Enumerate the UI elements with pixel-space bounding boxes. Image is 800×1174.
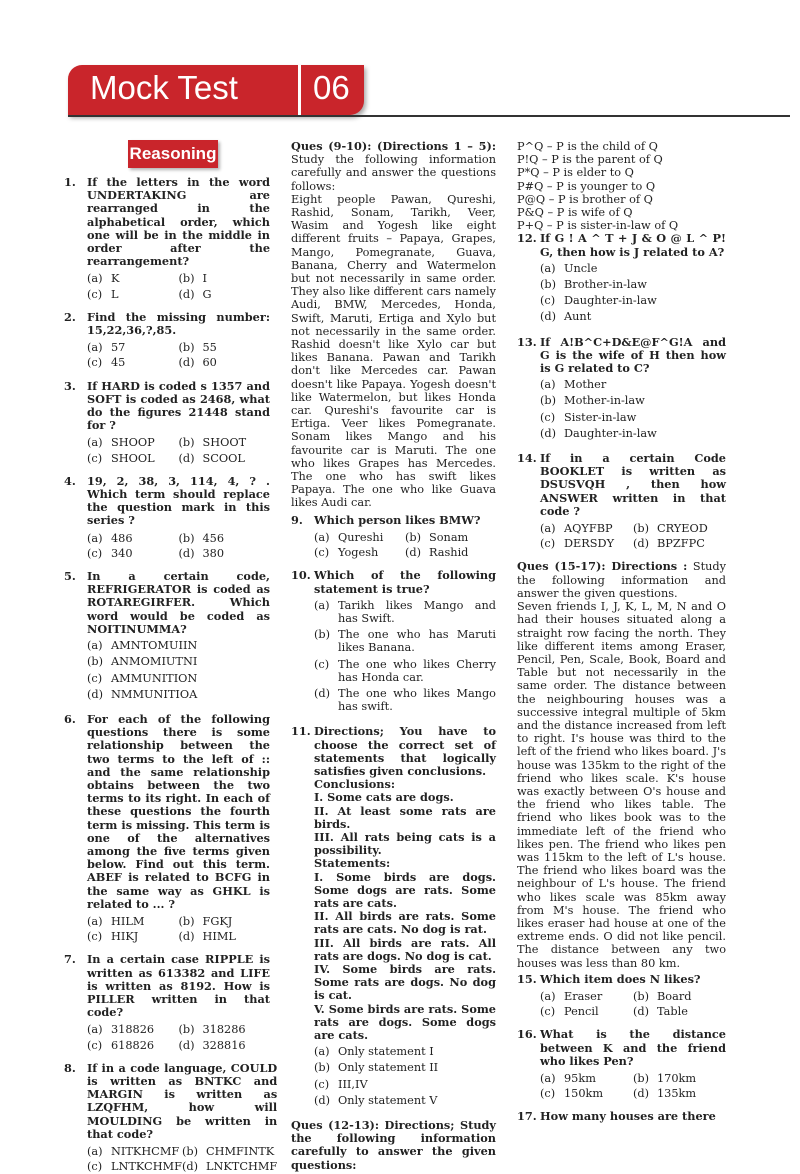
option: (c) 150km bbox=[540, 1087, 604, 1101]
question-12: 12. If G ! A ^ T + J & O @ L ^ P! G, then how is J related to A? (a) Uncle (b) Brother-in-law (c) Daughter-in-law (d) Aunt bbox=[517, 231, 726, 324]
option: (b) 55 bbox=[178, 341, 217, 355]
option: (d) SCOOL bbox=[178, 451, 245, 465]
option: (c) AMMUNITION bbox=[87, 671, 198, 685]
option: (c) 340 bbox=[87, 546, 133, 560]
option: (c) Pencil bbox=[540, 1005, 599, 1019]
question-6: 6. For each of the following questions there is some relationship between the two terms to the left of :: and the same relationship obtains between the two terms to its right. In each of these questions the fourth term is missing. This term is one of the alternatives among the five terms given below. Find out this term. ABEF is related to BCFG in the same way as GHKL is related to ... ? (a) HILM (b) FGKJ (c) HIKJ (d) HIML bbox=[64, 711, 270, 944]
options bbox=[540, 521, 726, 551]
option: (a) AQYFBP bbox=[540, 522, 613, 536]
question-17: 17. How many houses are there bbox=[517, 1109, 716, 1124]
question-9: 9. Which person likes BMW? (a) Qureshi (b) Sonam (c) Yogesh (d) Rashid bbox=[291, 514, 496, 561]
option: (a) Qureshi bbox=[314, 530, 384, 544]
option: (b) The one who has Maruti likes Banana. bbox=[314, 628, 496, 655]
options bbox=[87, 435, 270, 465]
option: (d) LNKTCHMF bbox=[181, 1160, 278, 1174]
question-15: 15. Which item does N likes? (a) Eraser (b) Board (c) Pencil (d) Table bbox=[517, 973, 726, 1020]
passage-text: Eight people Pawan, Qureshi, Rashid, Sonam, Tarikh, Veer, Wasim and Yogesh like eight different fruits – Papaya, Grapes, Mango, Pomegranate, Guava, Banana, Cherry and Watermelon but not necessarily in same order. They also like different cars namely Audi, BMW, Mercedes, Honda, Swift, Maruti, Ertiga and Xylo but not necessarily in the same order. Rashid doesn't like Xylo car but likes Banana. Pawan and Tarikh don't like Mercedes car. Pawan doesn't like Papaya. Yogesh doesn't like Watermelon, but likes Honda car. Qureshi's favourite car is Ertiga. Veer likes Pomegranate. Sonam likes Mango and his favourite car is Maruti. The one who likes Grapes has Mercedes. The one who has swift likes Papaya. The one who like Guava likes Audi car. bbox=[291, 192, 496, 510]
option: (b) Brother-in-law bbox=[540, 278, 647, 292]
options bbox=[87, 1022, 270, 1052]
options bbox=[87, 340, 270, 370]
option: (c) 618826 bbox=[87, 1038, 155, 1052]
option: (b) Sonam bbox=[405, 530, 469, 544]
option: (d) Daughter-in-law bbox=[540, 426, 657, 440]
question-13: 13. If A!B^C+D&E@F^G!A and G is the wife of H then how is G related to C? (a) Mother (b) Mother-in-law (c) Sister-in-law (d) Daughter-in-law bbox=[517, 334, 726, 440]
option: (d) Aunt bbox=[540, 310, 592, 324]
question-3: 3. If HARD is coded s 1357 and SOFT is coded as 2468, what do the figures 21448 stand for ? (a) SHOOP (b) SHOOT (c) SHOOL (d) SCOOL bbox=[64, 378, 270, 465]
question-1: 1. If the letters in the word UNDERTAKING are rearranged in the alphabetical order, which one will be in the middle in order after the rearrangement? (a) K (b) I (c) L (d) G bbox=[64, 175, 270, 301]
question-7: 7. In a certain case RIPPLE is written as 613382 and LIFE is written as 8192. How is PILLER written in that code? (a) 318826 (b) 318286 (c) 618826 (d) 328816 bbox=[64, 952, 270, 1052]
option: (c) Yogesh bbox=[314, 546, 379, 560]
option: (c) Sister-in-law bbox=[540, 410, 637, 424]
header-divider bbox=[298, 65, 301, 115]
option: (b) CRYEOD bbox=[633, 522, 708, 536]
options bbox=[87, 531, 270, 561]
options bbox=[314, 599, 496, 714]
option: (a) SHOOP bbox=[87, 436, 155, 450]
options bbox=[87, 914, 270, 944]
column-2 bbox=[291, 140, 496, 1172]
question-16: 16. What is the distance between K and the friend who likes Pen? (a) 95km (b) 170km (c) 150km (d) 135km bbox=[517, 1027, 726, 1101]
question-2: 2. Find the missing number: 15,22,36,?,85. (a) 57 (b) 55 (c) 45 (d) 60 bbox=[64, 309, 270, 370]
option: (c) 45 bbox=[87, 356, 126, 370]
option: (b) Mother-in-law bbox=[540, 394, 645, 408]
options bbox=[314, 1045, 496, 1107]
passage-text: Seven friends I, J, K, L, M, N and O had their houses situated along a straight row facing the north. They like different items among Eraser, Pencil, Pen, Scale, Book, Board and Table but not necessarily in the same order. The distance between the neighbouring houses was a successive integral multiple of 5km and the distance increased from left to right. I's house was third to the left of the friend who likes board. J's house was 135km to the right of the friend who likes scale. K's house was exactly between O's house and the friend who likes table. The friend who likes book was to the immediate left of the friend who likes pen. The friend who likes pen was 115km to the left of L's house. The friend who likes board was the neighbour of L's house. The friend who likes scale was 85km away from M's house. The friend who likes eraser had house at one of the extreme ends. O did not like pencil. The distance between any two houses was less than 80 km. bbox=[517, 600, 726, 970]
question-4: 4. 19, 2, 38, 3, 114, 4, ? . Which term should replace the question mark in this series ? (a) 486 (b) 456 (c) 340 (d) 380 bbox=[64, 473, 270, 560]
question-10: 10. Which of the following statement is true? (a) Tarikh likes Mango and has Swift. (b) The one who has Maruti likes Banana. (c) The one who likes Cherry has Honda car. (d) The one who likes Mango has swift. bbox=[291, 568, 496, 714]
column-3 bbox=[517, 140, 726, 1124]
option: (d) BPZFPC bbox=[633, 537, 705, 551]
option: (b) 318286 bbox=[178, 1023, 246, 1037]
option: (a) K bbox=[87, 272, 120, 286]
option: (a) Eraser bbox=[540, 989, 603, 1003]
option: (d) 380 bbox=[178, 546, 225, 560]
header-rule bbox=[68, 115, 790, 117]
column-1 bbox=[64, 175, 278, 1174]
option: (b) CHMFINTK bbox=[181, 1145, 275, 1158]
option: (d) Table bbox=[633, 1005, 688, 1019]
option: (c) LNTKCHMF bbox=[87, 1160, 182, 1174]
header-title: Mock Test bbox=[90, 69, 238, 106]
option: (c) SHOOL bbox=[87, 451, 155, 465]
option: (b) 456 bbox=[178, 531, 225, 545]
option: (d) Only statement V bbox=[314, 1093, 438, 1107]
option: (a) HILM bbox=[87, 914, 145, 928]
option: (a) Mother bbox=[540, 378, 607, 392]
header-banner bbox=[68, 65, 364, 115]
option: (d) NMMUNITIOA bbox=[87, 687, 198, 701]
option: (c) HIKJ bbox=[87, 930, 139, 944]
options bbox=[87, 639, 270, 701]
option: (d) Rashid bbox=[405, 546, 469, 560]
option: (d) 328816 bbox=[178, 1038, 246, 1052]
question-5: 5. In a certain code, REFRIGERATOR is coded as ROTAREGIRFER. Which word would be coded as NOITINUMMA? (a) AMNTOMUIIN (b) ANMOMIUTNI (c) AMMUNITION (d) NMMUNITIOA bbox=[64, 569, 270, 701]
option: (a) 318826 bbox=[87, 1023, 155, 1037]
options bbox=[540, 262, 726, 324]
option: (a) Only statement I bbox=[314, 1045, 434, 1059]
header-number: 06 bbox=[313, 69, 350, 106]
option: (c) III,IV bbox=[314, 1077, 368, 1091]
option: (b) Only statement II bbox=[314, 1061, 439, 1075]
passage-12-13: Ques (12-13): Directions; Study the following information carefully to answer the given questions: bbox=[291, 1118, 496, 1172]
option: (a) Uncle bbox=[540, 261, 598, 275]
option: (b) 170km bbox=[633, 1072, 697, 1085]
option: (c) DERSDY bbox=[540, 537, 615, 551]
option: (d) The one who likes Mango has swift. bbox=[314, 686, 496, 714]
options bbox=[87, 1144, 277, 1174]
option: (c) L bbox=[87, 287, 119, 301]
question-11: 11. Directions; You have to choose the correct set of statements that logically satisfies given conclusions. Conclusions: I. Some cats are dogs. II. At least some rats are birds. III. All rats being cats is a possibility. Statements: I. Some birds are dogs. Some dogs are rats. Some rats are cats. II. All birds are rats. Some rats are cats. No dog is rat. III. All birds are rats. All rats are dogs. No dog is cat. IV. Some birds are rats. Some rats are dogs. No dog is cat. V. Some birds are rats. Some rats are dogs. Some dogs are cats. (a) Only statement I (b) Only statement II (c) III,IV (d) Only statement V bbox=[291, 724, 496, 1107]
options bbox=[314, 530, 496, 560]
option: (d) HIML bbox=[178, 930, 236, 944]
option: (d) 135km bbox=[633, 1087, 697, 1101]
passage-15-17: Ques (15-17): Directions : Study the following information and answer the given questions. bbox=[517, 559, 726, 600]
option: (d) 60 bbox=[178, 356, 217, 370]
option: (a) NITKHCMF bbox=[87, 1145, 180, 1158]
option: (a) 486 bbox=[87, 531, 133, 545]
options bbox=[540, 989, 726, 1019]
option: (b) SHOOT bbox=[178, 436, 247, 450]
option: (b) ANMOMIUTNI bbox=[87, 655, 198, 669]
option: (c) Daughter-in-law bbox=[540, 294, 657, 308]
relation-codes: P^Q – P is the child of Q P!Q – P is the parent of Q P*Q – P is elder to Q P#Q – P is younger to Q P@Q – P is brother of Q P&Q – P is wife of Q P+Q – P is sister-in-law of Q bbox=[517, 140, 679, 233]
passage-9-10: Ques (9-10): (Directions 1 – 5): Study the following information carefully and answer the questions follows: bbox=[291, 139, 496, 193]
option: (b) FGKJ bbox=[178, 914, 233, 928]
option: (a) 95km bbox=[540, 1072, 596, 1085]
option: (b) Board bbox=[633, 989, 692, 1003]
option: (d) G bbox=[178, 287, 212, 301]
option: (a) AMNTOMUIIN bbox=[87, 639, 198, 653]
option: (b) I bbox=[178, 272, 207, 286]
option: (a) Tarikh likes Mango and has Swift. bbox=[314, 598, 496, 625]
question-14: 14. If in a certain Code BOOKLET is written as DSUSVQH , then how ANSWER written in that code ? (a) AQYFBP (b) CRYEOD (c) DERSDY (d) BPZFPC bbox=[517, 451, 726, 551]
options bbox=[540, 1071, 726, 1101]
options bbox=[87, 271, 270, 301]
conclusions-statements: Conclusions: I. Some cats are dogs. II. At least some rats are birds. III. All rats being cats is a possibility. Statements: I. Some birds are dogs. Some dogs are rats. Some rats are cats. II. All birds are rats. Some rats are cats. No dog is rat. III. All birds are rats. All rats are dogs. No dog is cat. IV. Some birds are rats. Some rats are dogs. No dog is cat. V. Some birds are rats. Some rats are dogs. Some dogs are cats. bbox=[314, 777, 496, 1042]
section-badge: Reasoning bbox=[128, 140, 218, 168]
options bbox=[540, 378, 726, 440]
option: (a) 57 bbox=[87, 341, 126, 355]
option: (c) The one who likes Cherry has Honda car. bbox=[314, 657, 496, 684]
question-8: 8. If in a code language, COULD is written as BNTKC and MARGIN is written as LZQFHM, how will MOULDING be written in that code? (a) NITKHCMF (b) CHMFINTK (c) LNTKCHMF (d) LNKTCHMF bbox=[64, 1060, 278, 1174]
